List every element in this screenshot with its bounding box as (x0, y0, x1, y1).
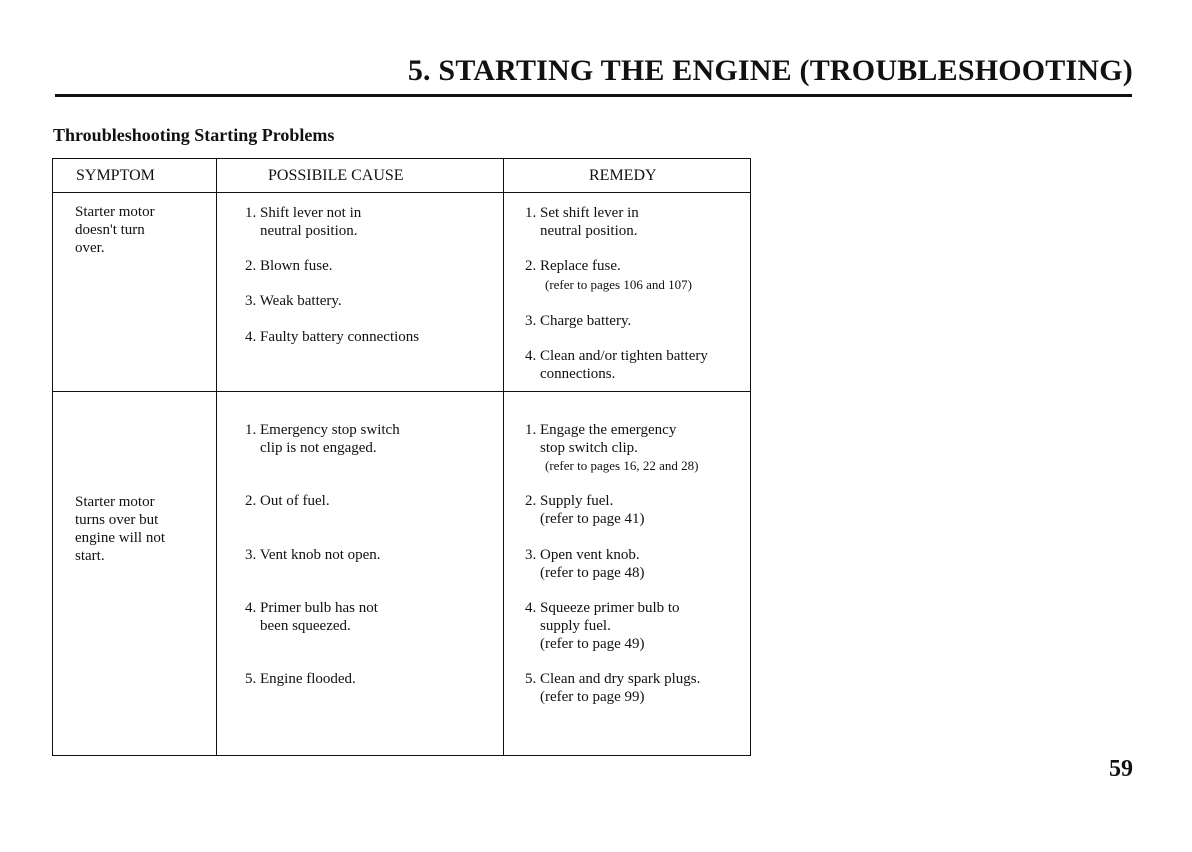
remedy-note: (refer to pages 16, 22 and 28) (545, 458, 699, 473)
cause-item: 2. Out of fuel. (245, 493, 330, 509)
remedy-item: 3. Open vent knob. (refer to page 48) (525, 547, 645, 581)
column-divider (216, 159, 217, 755)
remedy-item: 4. Clean and/or tighten battery connections. (525, 348, 708, 382)
title-rule (55, 94, 1132, 97)
cause-item: 1. Shift lever not in neutral position. (245, 205, 362, 239)
header-divider (53, 192, 750, 193)
remedy-item: 1. Set shift lever in neutral position. (525, 205, 639, 239)
cause-item: 3. Weak battery. (245, 293, 342, 309)
cause-item: 5. Engine flooded. (245, 671, 356, 687)
symptom-cell: Starter motor turns over but engine will not start. (75, 494, 165, 564)
remedy-item: 2. Supply fuel. (refer to page 41) (525, 493, 645, 527)
remedy-item: 5. Clean and dry spark plugs. (refer to page 99) (525, 671, 701, 705)
column-header-symptom: SYMPTOM (76, 167, 155, 184)
row-divider (53, 391, 750, 392)
page-number: 59 (1109, 756, 1133, 782)
remedy-item: 1. Engage the emergency stop switch clip. (525, 422, 677, 456)
remedy-note: (refer to pages 106 and 107) (545, 277, 692, 292)
cause-item: 4. Faulty battery connections (245, 329, 420, 345)
remedy-item: 3. Charge battery. (525, 313, 632, 329)
column-header-remedy: REMEDY (589, 167, 657, 184)
column-divider (503, 159, 504, 755)
section-heading: Throubleshooting Starting Problems (53, 125, 335, 145)
remedy-item: 4. Squeeze primer bulb to supply fuel. (refer to page 49) (525, 600, 680, 652)
column-header-cause: POSSIBILE CAUSE (268, 167, 404, 184)
cause-item: 3. Vent knob not open. (245, 547, 381, 563)
remedy-item: 2. Replace fuse. (525, 258, 621, 274)
cause-item: 2. Blown fuse. (245, 258, 333, 274)
cause-item: 4. Primer bulb has not been squeezed. (245, 600, 378, 634)
symptom-cell: Starter motor doesn't turn over. (75, 204, 155, 256)
cause-item: 1. Emergency stop switch clip is not engaged. (245, 422, 400, 456)
troubleshooting-table (52, 158, 751, 756)
page-title: 5. STARTING THE ENGINE (TROUBLESHOOTING) (407, 54, 1133, 87)
